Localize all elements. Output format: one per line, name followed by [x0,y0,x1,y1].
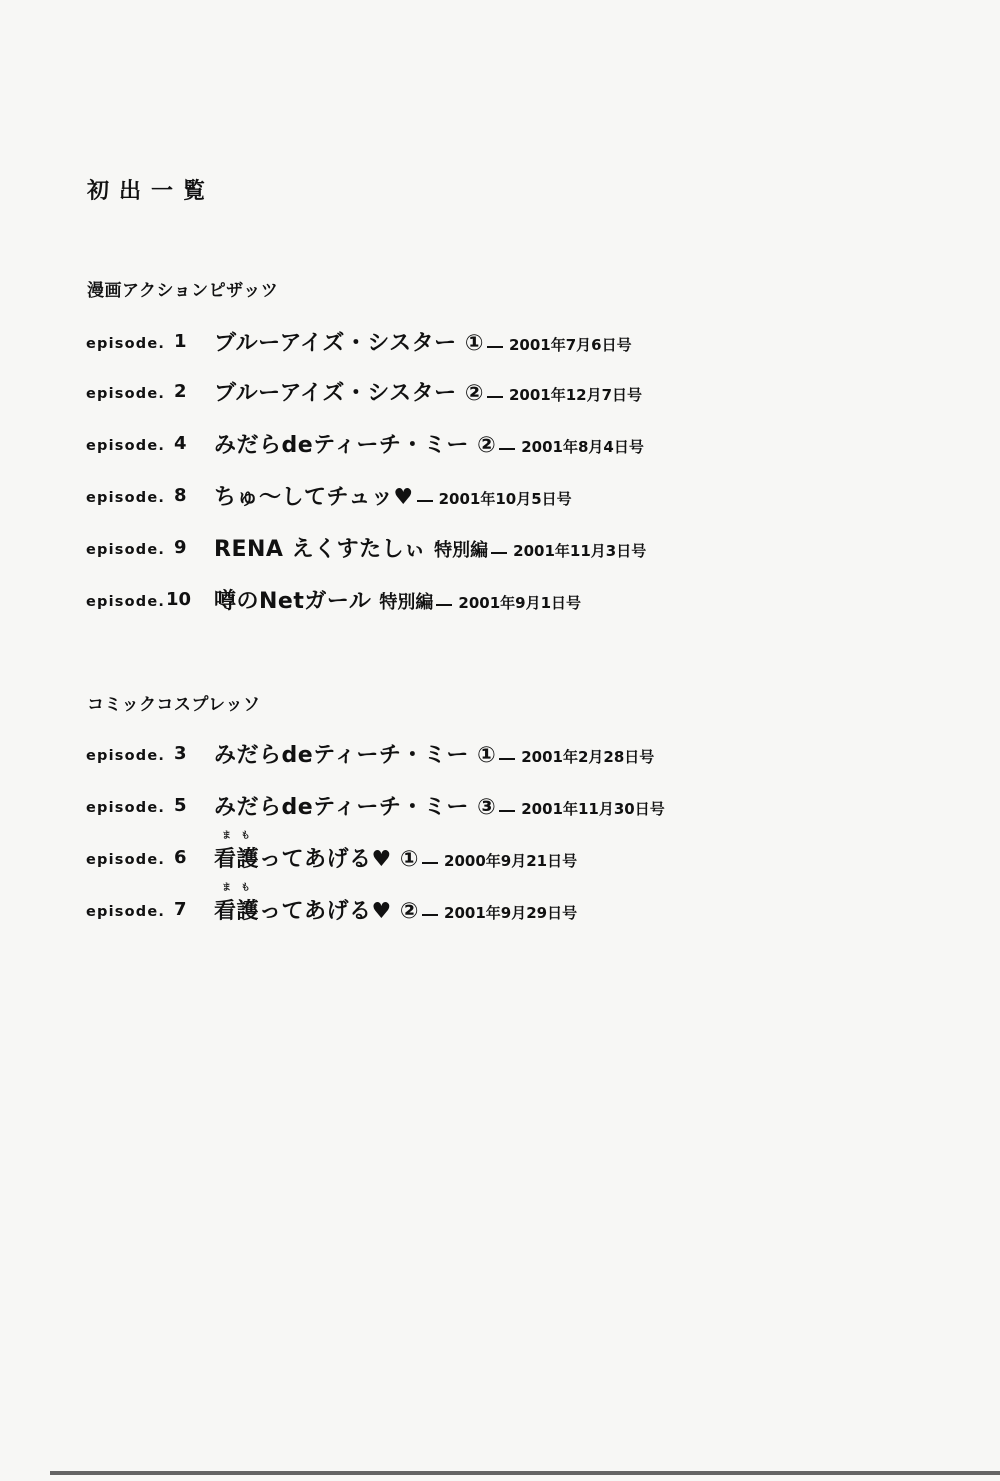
ruby-reading [214,828,258,841]
episode-date: 2001年8月4日号 [521,438,644,456]
episode-title: みだらdeティーチ・ミー ③ [214,795,497,820]
episode-label: episode. [86,542,166,558]
episode-label: episode. [86,386,166,402]
episode-date: 2001年11月30日号 [521,800,665,818]
episode-title: ちゅ〜してチュッ♥ [214,485,414,510]
episode-dash [499,448,515,450]
episode-number: 10 [166,589,192,610]
episode-dash [491,552,507,554]
episode-date: 2001年11月3日号 [513,542,647,560]
episode-title-row [214,738,654,769]
episode-label: episode. [86,904,166,920]
episode-title: RENA えくすたしぃ [214,537,427,562]
episode-date: 2001年7月6日号 [508,336,632,354]
section-heading-manga-action-pizazz: 漫画アクションピザッツ [87,281,279,301]
episode-dash [487,396,503,398]
episode-title: ブルーアイズ・シスター ① [214,331,484,356]
episode-title-row [214,326,632,357]
episode-label: episode. [86,800,166,816]
ruby-char: も [240,831,250,841]
episode-number: 1 [174,331,187,352]
episode-dash [436,604,452,606]
episode-number: 5 [174,795,187,816]
bottom-rule [50,1471,1000,1475]
episode-title: みだらdeティーチ・ミー ① [214,743,497,768]
episode-title-row [214,480,572,511]
episode-title: ブルーアイズ・シスター ② [214,381,484,406]
episode-number: 3 [174,743,187,764]
episode-date: 2001年10月5日号 [438,490,572,508]
episode-label: episode. [86,490,166,506]
episode-suffix: 特別編 [434,540,489,561]
episode-dash [487,346,503,348]
episode-date: 2001年12月7日号 [508,386,643,404]
episode-title: 噂のNetガール [214,589,372,614]
ruby-reading [214,880,258,893]
episode-dash [422,914,438,916]
episode-label: episode. [86,438,166,454]
episode-dash [499,758,515,760]
episode-number: 7 [174,899,187,920]
page-title: 初出一覧 [87,179,216,204]
episode-title-row [214,376,642,407]
episode-dash [417,500,433,502]
episode-dash [499,810,515,812]
episode-dash [422,862,438,864]
episode-label: episode. [86,852,166,868]
episode-label: episode. [86,748,166,764]
episode-number: 2 [174,381,187,402]
episode-label: episode. [86,594,166,610]
episode-title-row [214,428,644,459]
episode-date: 2001年9月29日号 [444,904,578,922]
ruby-char: ま [222,883,232,893]
ruby-char: ま [222,831,232,841]
episode-title-row [214,584,581,615]
episode-number: 9 [174,537,187,558]
episode-number: 8 [174,485,187,506]
episode-title-row [214,790,665,821]
episode-label: episode. [86,336,166,352]
episode-title-row [214,894,577,925]
section-heading-comic-cospresso: コミックコスプレッソ [87,695,261,715]
episode-number: 4 [174,433,187,454]
ruby-char: も [240,883,250,893]
episode-title-row [214,532,646,563]
episode-date: 2001年2月28日号 [521,748,655,766]
episode-title-row [214,842,577,873]
episode-title: みだらdeティーチ・ミー ② [214,433,497,458]
episode-date: 2001年9月1日号 [458,594,582,612]
episode-number: 6 [174,847,187,868]
episode-date: 2000年9月21日号 [444,852,578,870]
episode-title: 看護ってあげる♥ ① [214,847,420,872]
episode-suffix: 特別編 [379,592,434,613]
episode-title: 看護ってあげる♥ ② [214,899,420,924]
